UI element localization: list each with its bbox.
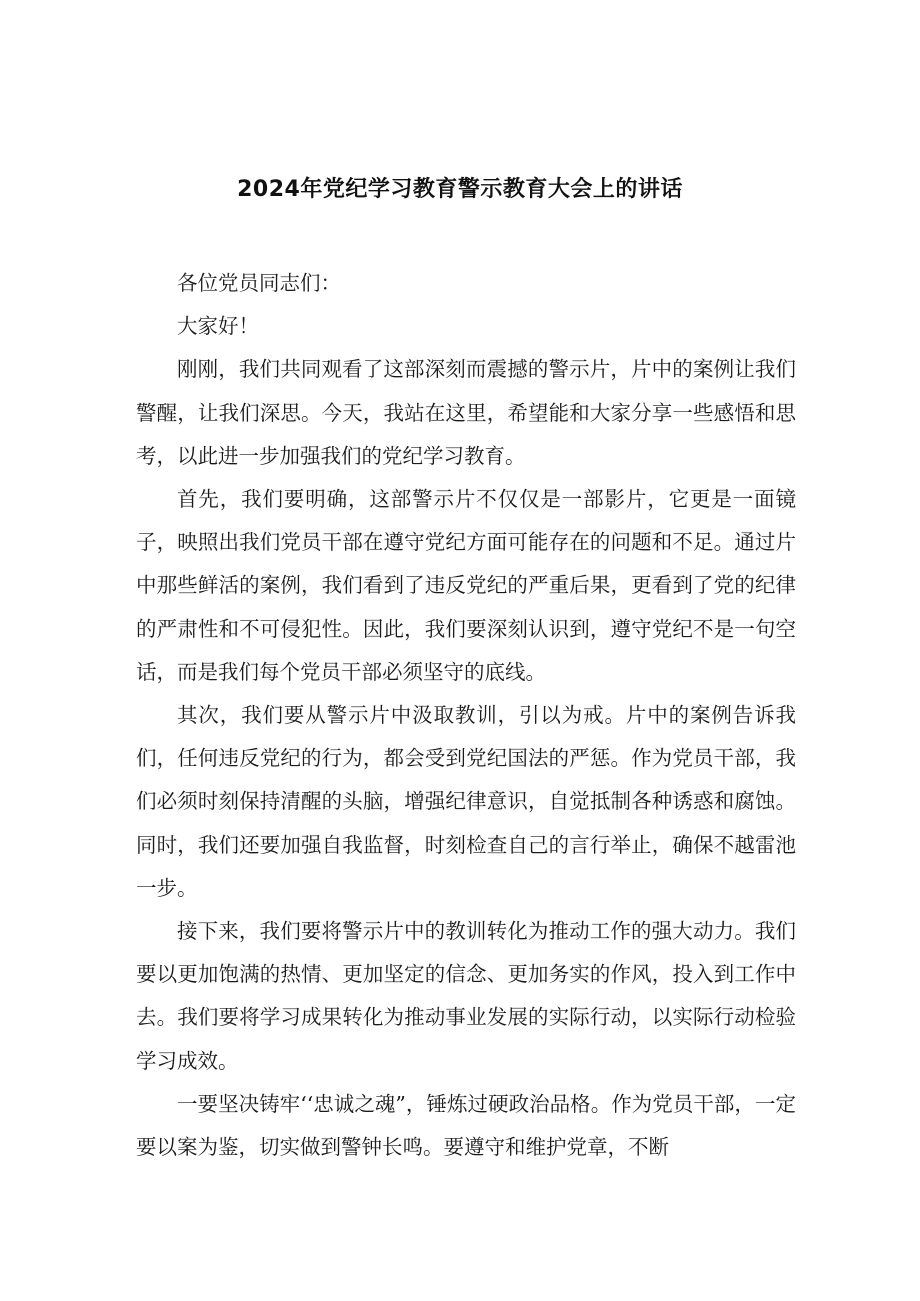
paragraph-second: 其次，我们要从警示片中汲取教训，引以为戒。片中的案例告诉我们，任何违反党纪的行为，都会受到党纪国法的严惩。作为党员干部，我们必须时刻保持清醒的头脑，增强纪律意识，自觉抵制各种诱惑和腐蚀。同时，我们还要加强自我监督，时刻检查自己的言行举止，确保不越雷池一步。 [136,703,796,900]
document-body [136,262,796,1169]
paragraph-next: 接下来，我们要将警示片中的教训转化为推动工作的强大动力。我们要以更加饱满的热情、更加坚定的信念、更加务实的作风，投入到工作中去。我们要将学习成果转化为推动事业发展的实际行动，以实际行动检验学习成效。 [136,919,796,1073]
salutation: 各位党员同志们： [177,271,341,295]
paragraph-point-one: 一要坚决铸牢‘‘忠诚之魂”，锤炼过硬政治品格。作为党员干部，一定要以案为鉴，切实做到警钟长鸣。要遵守和维护党章，不断 [136,1091,796,1160]
greeting: 大家好！ [177,314,259,339]
paragraph-first: 首先，我们要明确，这部警示片不仅仅是一部影片，它更是一面镜子，映照出我们党员干部在遵守党纪方面可能存在的问题和不足。通过片中那些鲜活的案例，我们看到了违反党纪的严重后果，更看到了党的纪律的严肃性和不可侵犯性。因此，我们要深刻认识到，遵守党纪不是一句空话，而是我们每个党员干部必须坚守的底线。 [136,487,796,684]
document-title: 2024年党纪学习教育警示教育大会上的讲话 [237,177,683,202]
paragraph-intro: 刚刚，我们共同观看了这部深刻而震撼的警示片，片中的案例让我们警醒，让我们深思。今天，我站在这里，希望能和大家分享一些感悟和思考，以此进一步加强我们的党纪学习教育。 [136,357,796,468]
